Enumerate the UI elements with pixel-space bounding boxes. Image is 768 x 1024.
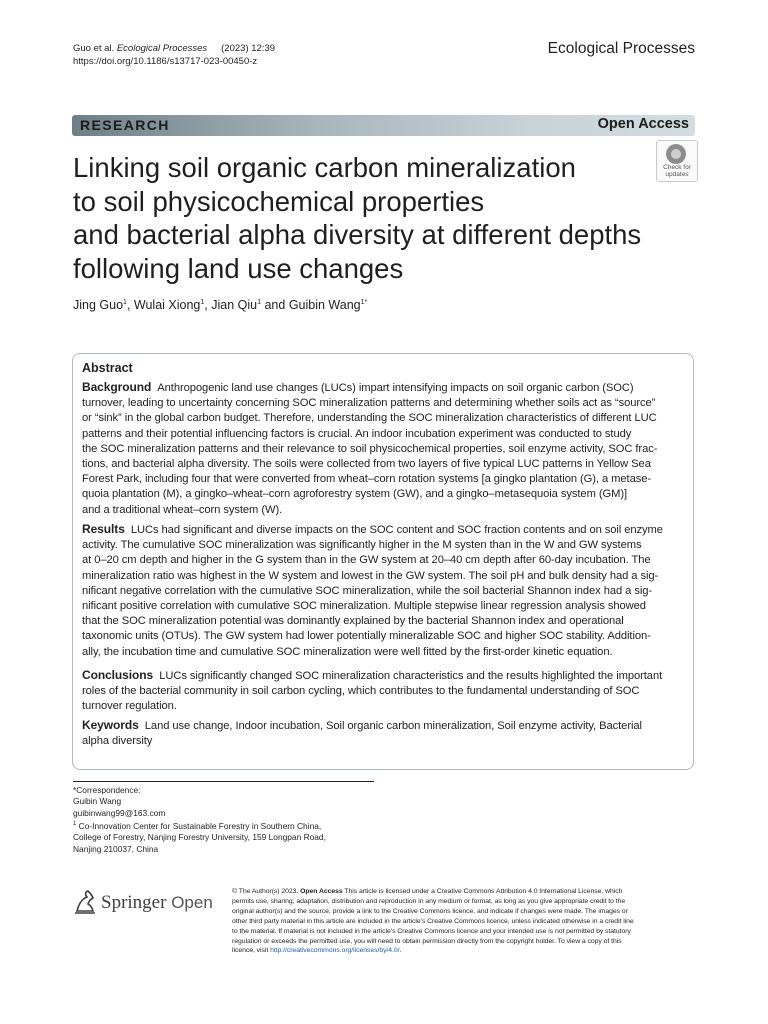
title-line: Linking soil organic carbon mineralization: [73, 152, 576, 183]
citation-block: [73, 42, 275, 68]
author-name[interactable]: Jian Qiu: [211, 298, 258, 312]
corresponding-author: Guibin Wang: [73, 796, 122, 807]
author-name[interactable]: Wulai Xiong: [133, 298, 201, 312]
springer-open-logo: [73, 889, 223, 919]
title-line: to soil physicochemical properties: [73, 185, 485, 217]
article-type-banner: [72, 115, 695, 136]
citation-journal: Ecological Processes: [116, 43, 208, 54]
open-access-label: Open Access: [597, 116, 689, 132]
doi-link[interactable]: https://doi.org/10.1186/s13717-023-00450-z: [73, 56, 258, 67]
author-name[interactable]: Jing Guo: [73, 298, 124, 312]
affiliation-mark: 1: [123, 298, 127, 306]
affiliation-mark: 1: [257, 298, 261, 306]
email-link[interactable]: guibinwang99@163.com: [73, 807, 166, 818]
footnote-divider: [73, 781, 374, 782]
abstract-background: Background Anthropogenic land use changes (LUCs) impart intensifying impacts on soil organic carbon (SOC) turnover, leading to uncertainty concerning SOC mineralization patterns and determining whether soils act as “source” or “sink” in the global carbon budget. Therefore, understanding the SOC mineralization characteristics of different LUC patterns and their potential influencing factors is crucial. An indoor incubation experiment was conducted to study the SOC mineralization patterns and their relevance to soil physicochemical properties, soil enzyme activity, SOC frac- tions, and bacterial alpha diversity. The soils were collected from two layers of five typical LUC patterns in Yellow Sea Forest Park, including four that were converted from wheat–corn rotation systems [a gingko plantation (G), a metase- quoia plantation (M), a gingko–wheat–corn agroforestry system (GW), and a gingko–metasequoia system (GM)] and a traditional wheat–corn system (W).: [82, 380, 658, 516]
title-line: and bacterial alpha diversity at different depths: [73, 219, 642, 250]
section-label: Conclusions: [82, 668, 154, 682]
author-list: Jing Guo$^1$, Wulai Xiong$^1$, Jian Qiu$^1$ and Guibin Wang$^{1*}$: [73, 298, 368, 312]
section-label: Results: [82, 522, 125, 536]
citation-year-volume: (2023) 12:39: [221, 43, 276, 54]
citation-authors: Guo et al.: [73, 43, 115, 54]
section-label: Keywords: [82, 718, 139, 732]
publisher-suffix: Open: [171, 893, 213, 912]
abstract-conclusions: Conclusions LUCs significantly changed SOC mineralization characteristics and the results highlighted the important roles of the bacterial community in soil carbon cycling, which contributes to the fundamental understanding of SOC turnover regulation.: [82, 668, 663, 713]
affiliation-mark: 1: [200, 298, 205, 306]
article-type-label: RESEARCH: [80, 117, 170, 133]
abstract-box: [72, 353, 694, 770]
journal-name: Ecological Processes: [547, 40, 695, 57]
title-line: following land use changes: [73, 252, 404, 284]
correspondence-footnote: *Correspondence: Guibin Wang guibinwang99@163.com $^1$ Co-Innovation Center for Sustainable Forestry in Southern China, College of Forestry, Nanjing Forestry University, 159 Longpan Road, Nanjing 210037, China: [73, 785, 326, 854]
author-name[interactable]: Guibin Wang: [288, 298, 361, 312]
springer-horse-icon: [73, 889, 97, 915]
article-title: [73, 151, 713, 285]
license-url-link[interactable]: http://creativecommons.org/licenses/by/4.0/: [270, 947, 400, 955]
affiliation-mark: 1*: [360, 298, 368, 306]
abstract-keywords: Keywords Land use change, Indoor incubation, Soil organic carbon mineralization, Soil enzyme activity, Bacterial alpha diversity: [82, 718, 642, 748]
license-text: © The Author(s) 2023. Open Access This article is licensed under a Creative Commons Attribution 4.0 International License, which permits use, sharing, adaptation, distribution and reproduction in any medium or format, as long as you give appropriate credit to the original author(s) and the source, provide a link to the Creative Commons licence, and indicate if changes were made. The images or other third party material in this article are included in the article’s Creative Commons licence, unless indicated otherwise in a credit line to the material. If material is not included in the article’s Creative Commons licence and your intended use is not permitted by statutory regulation or exceeds the permitted use, you will need to obtain permission directly from the copyright holder. To view a copy of this licence, visit http://creativecommons.org/licenses/by/4.0/.: [232, 888, 634, 955]
publisher-name: Springer: [101, 892, 167, 913]
check-updates-line1: Check for: [663, 164, 691, 171]
check-updates-line2: updates: [665, 171, 689, 178]
section-label: Background: [82, 380, 152, 394]
abstract-results: Results LUCs had significant and diverse impacts on the SOC content and SOC fraction contents and on soil enzyme activity. The cumulative SOC mineralization was significantly higher in the M systen than in the W and GW systems at 0–20 cm depth and higher in the G system than in the GW system at 20–40 cm depth after 60-day incubation. The mineralization ratio was highest in the W system and lowest in the GW system. The soil pH and bulk density had a sig- nificant negative correlation with the cumulative SOC mineralization, while the soil bacterial Shannon index had a sig- nificant positive correlation with cumulative SOC mineralization. Multiple stepwise linear regression analysis showed that the SOC mineralization potential was dominantly explained by the bacterial Shannon index and operational taxonomic units (OTUs). The GW system had lower potentially mineralizable SOC and higher SOC stability. Addition- ally, the incubation time and cumulative SOC mineralization were well fitted by the first-order kinetic equation.: [82, 522, 663, 658]
abstract-heading: Abstract: [82, 361, 133, 375]
